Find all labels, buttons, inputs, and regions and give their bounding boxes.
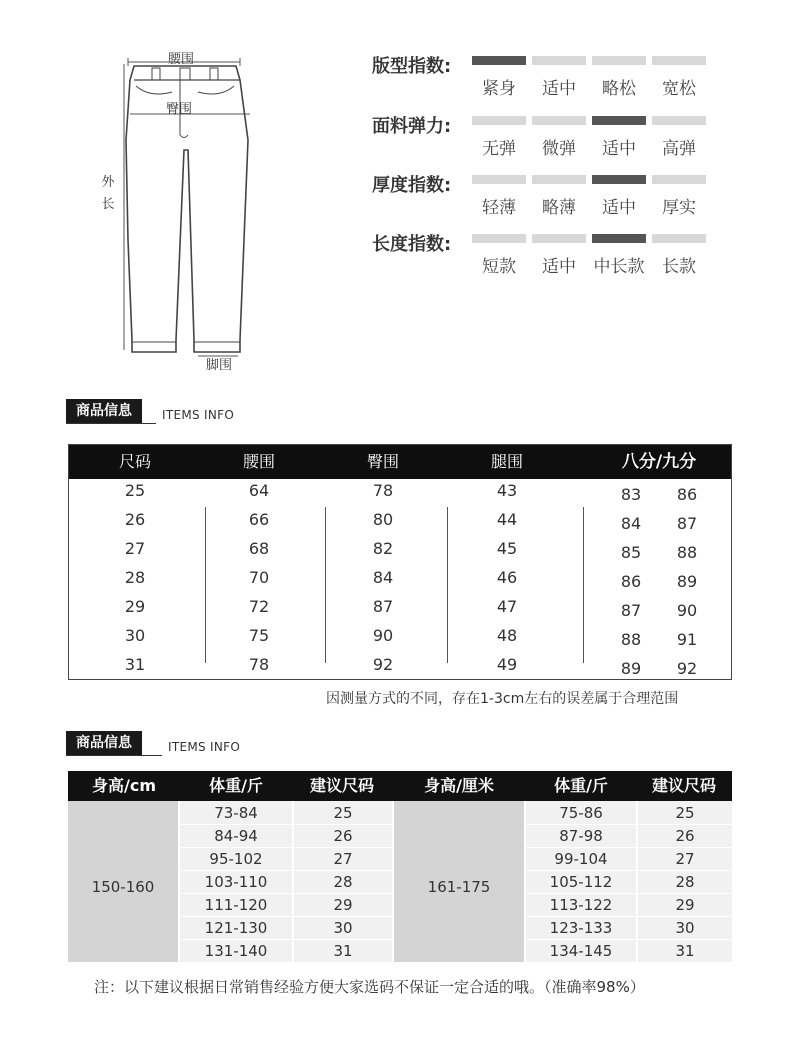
index-option: 轻薄 <box>482 198 516 218</box>
size-table-cell: 91 <box>676 630 698 649</box>
index-scale <box>472 175 706 184</box>
row-separator <box>180 939 392 940</box>
weight-range: 87-98 <box>559 827 603 845</box>
size-table-cell: 92 <box>676 659 698 678</box>
index-option: 适中 <box>542 79 576 99</box>
row-separator <box>180 847 392 848</box>
index-bar <box>472 116 526 125</box>
section-sub: ITEMS INFO <box>162 408 235 422</box>
size-table-cell: 44 <box>496 510 518 529</box>
size-table-cell: 87 <box>372 597 394 616</box>
weight-range: 111-120 <box>204 896 268 914</box>
size-table-cell: 43 <box>496 481 518 500</box>
index-label: 长度指数: <box>372 234 452 255</box>
pants-diagram <box>90 40 270 380</box>
size-table-cell: 85 <box>620 543 642 562</box>
index-options <box>472 74 706 99</box>
size-table-cell: 64 <box>248 481 270 500</box>
index-options <box>472 193 706 218</box>
index-option: 高弹 <box>662 139 696 159</box>
header-weight-right: 体重/斤 <box>554 776 608 795</box>
index-bar <box>592 56 646 65</box>
header-height-left: 身高/cm <box>91 776 156 795</box>
index-bar <box>652 234 706 243</box>
row-separator <box>526 916 732 917</box>
index-option: 长款 <box>662 257 696 277</box>
size-table-cell: 88 <box>676 543 698 562</box>
weight-range: 131-140 <box>204 942 268 960</box>
index-option: 紧身 <box>482 79 516 99</box>
size-table-cell: 68 <box>248 539 270 558</box>
size-table-cell: 45 <box>496 539 518 558</box>
row-separator <box>526 939 732 940</box>
header-weight-left: 体重/斤 <box>209 776 263 795</box>
size-table-cell: 92 <box>372 655 394 674</box>
index-options <box>472 134 706 159</box>
suggested-size: 26 <box>675 827 695 845</box>
size-table-cell: 89 <box>620 659 642 678</box>
size-table-cell: 46 <box>496 568 518 587</box>
header-height-right: 身高/厘米 <box>424 776 494 795</box>
suggested-size: 27 <box>333 850 353 868</box>
size-table-cell: 29 <box>124 597 146 616</box>
section-rule <box>66 755 162 756</box>
index-option: 适中 <box>602 139 636 159</box>
index-bar <box>652 116 706 125</box>
index-option: 略松 <box>602 79 636 99</box>
outer-length-label: 外长 <box>101 175 115 212</box>
weight-range: 75-86 <box>559 804 603 822</box>
hem-label: 脚围 <box>206 358 233 373</box>
index-scale <box>472 116 706 125</box>
row-separator <box>526 847 732 848</box>
index-option: 微弹 <box>542 139 576 159</box>
index-option: 宽松 <box>662 79 696 99</box>
suggested-size: 27 <box>675 850 695 868</box>
size-table <box>68 444 732 680</box>
section-badge-recommend: 商品信息 <box>66 731 142 755</box>
suggested-size: 25 <box>333 804 353 822</box>
size-table-cell: 48 <box>496 626 518 645</box>
weight-range: 103-110 <box>204 873 268 891</box>
row-separator <box>180 916 392 917</box>
index-option: 适中 <box>542 257 576 277</box>
index-option: 中长款 <box>593 257 645 277</box>
size-table-cell: 86 <box>620 572 642 591</box>
index-label: 厚度指数: <box>372 175 452 196</box>
size-table-cell: 31 <box>124 655 146 674</box>
size-table-header-cell: 腿围 <box>490 452 523 471</box>
suggested-size: 31 <box>333 942 353 960</box>
weight-range: 121-130 <box>204 919 268 937</box>
height-range-right: 161-175 <box>427 878 491 896</box>
size-table-cell: 49 <box>496 655 518 674</box>
column-divider <box>325 507 326 663</box>
size-table-cell: 87 <box>676 514 698 533</box>
index-options <box>472 252 706 277</box>
weight-range: 105-112 <box>549 873 613 891</box>
index-bar <box>532 234 586 243</box>
size-table-cell: 47 <box>496 597 518 616</box>
weight-range: 99-104 <box>554 850 608 868</box>
suggested-size: 29 <box>675 896 695 914</box>
column-divider <box>583 507 584 663</box>
size-table-cell: 84 <box>620 514 642 533</box>
bottom-note: 注：以下建议根据日常销售经验方便大家选码不保证一定合适的哦。（准确率98%） <box>94 978 645 996</box>
size-table-cell: 89 <box>676 572 698 591</box>
weight-range: 113-122 <box>549 896 613 914</box>
index-bar <box>652 56 706 65</box>
index-label: 面料弹力: <box>372 116 452 137</box>
measurement-note: 因测量方式的不同，存在1-3cm左右的误差属于合理范围 <box>326 691 679 707</box>
size-table-cell: 66 <box>248 510 270 529</box>
index-bar <box>532 116 586 125</box>
index-bar-active <box>592 175 646 184</box>
suggested-size: 30 <box>675 919 695 937</box>
size-table-cell: 26 <box>124 510 146 529</box>
index-bar <box>652 175 706 184</box>
index-bar <box>472 234 526 243</box>
size-table-cell: 27 <box>124 539 146 558</box>
row-separator <box>526 870 732 871</box>
index-option: 厚实 <box>662 198 696 218</box>
index-bar-active <box>472 56 526 65</box>
size-table-cell: 28 <box>124 568 146 587</box>
size-table-cell: 78 <box>372 481 394 500</box>
size-table-cell: 84 <box>372 568 394 587</box>
suggested-size: 28 <box>333 873 353 891</box>
index-scale <box>472 234 706 243</box>
size-table-cell: 87 <box>620 601 642 620</box>
row-separator <box>180 824 392 825</box>
size-table-cell: 82 <box>372 539 394 558</box>
index-bar <box>532 175 586 184</box>
suggested-size: 29 <box>333 896 353 914</box>
weight-range: 95-102 <box>209 850 263 868</box>
section-rule <box>66 423 156 424</box>
size-table-cell: 88 <box>620 630 642 649</box>
weight-range: 123-133 <box>549 919 613 937</box>
size-table-cell: 80 <box>372 510 394 529</box>
size-table-cell: 30 <box>124 626 146 645</box>
index-option: 短款 <box>482 257 516 277</box>
size-table-cell: 25 <box>124 481 146 500</box>
size-table-cell: 90 <box>676 601 698 620</box>
waist-label: 腰围 <box>168 52 195 67</box>
header-size-left: 建议尺码 <box>309 776 374 795</box>
suggested-size: 30 <box>333 919 353 937</box>
index-bar-active <box>592 234 646 243</box>
size-table-header-cell: 臀围 <box>366 452 399 471</box>
index-option: 无弹 <box>482 139 516 159</box>
size-table-header-cell: 腰围 <box>242 452 275 471</box>
index-bar <box>472 175 526 184</box>
size-table-cell: 70 <box>248 568 270 587</box>
section-badge-items: 商品信息 <box>66 399 142 423</box>
column-divider <box>205 507 206 663</box>
size-table-cell: 83 <box>620 485 642 504</box>
weight-range: 84-94 <box>214 827 258 845</box>
row-separator <box>526 824 732 825</box>
suggested-size: 31 <box>675 942 695 960</box>
index-bar <box>532 56 586 65</box>
size-table-header-cell: 八分/九分 <box>621 452 697 472</box>
height-range-left: 150-160 <box>91 878 155 896</box>
row-separator <box>180 893 392 894</box>
index-scale <box>472 56 706 65</box>
weight-range: 134-145 <box>549 942 613 960</box>
size-table-cell: 75 <box>248 626 270 645</box>
index-option: 适中 <box>602 198 636 218</box>
size-table-cell: 78 <box>248 655 270 674</box>
row-separator <box>180 870 392 871</box>
index-option: 略薄 <box>542 198 576 218</box>
size-table-cell: 90 <box>372 626 394 645</box>
hip-label: 臀围 <box>166 102 193 117</box>
size-table-cell: 72 <box>248 597 270 616</box>
size-table-header-cell: 尺码 <box>118 452 151 471</box>
index-bar-active <box>592 116 646 125</box>
suggested-size: 25 <box>675 804 695 822</box>
column-divider <box>447 507 448 663</box>
section-sub: ITEMS INFO <box>168 740 241 754</box>
size-table-cell: 86 <box>676 485 698 504</box>
suggested-size: 28 <box>675 873 695 891</box>
suggested-size: 26 <box>333 827 353 845</box>
weight-range: 73-84 <box>214 804 258 822</box>
index-label: 版型指数: <box>372 56 452 77</box>
row-separator <box>526 893 732 894</box>
header-size-right: 建议尺码 <box>651 776 716 795</box>
